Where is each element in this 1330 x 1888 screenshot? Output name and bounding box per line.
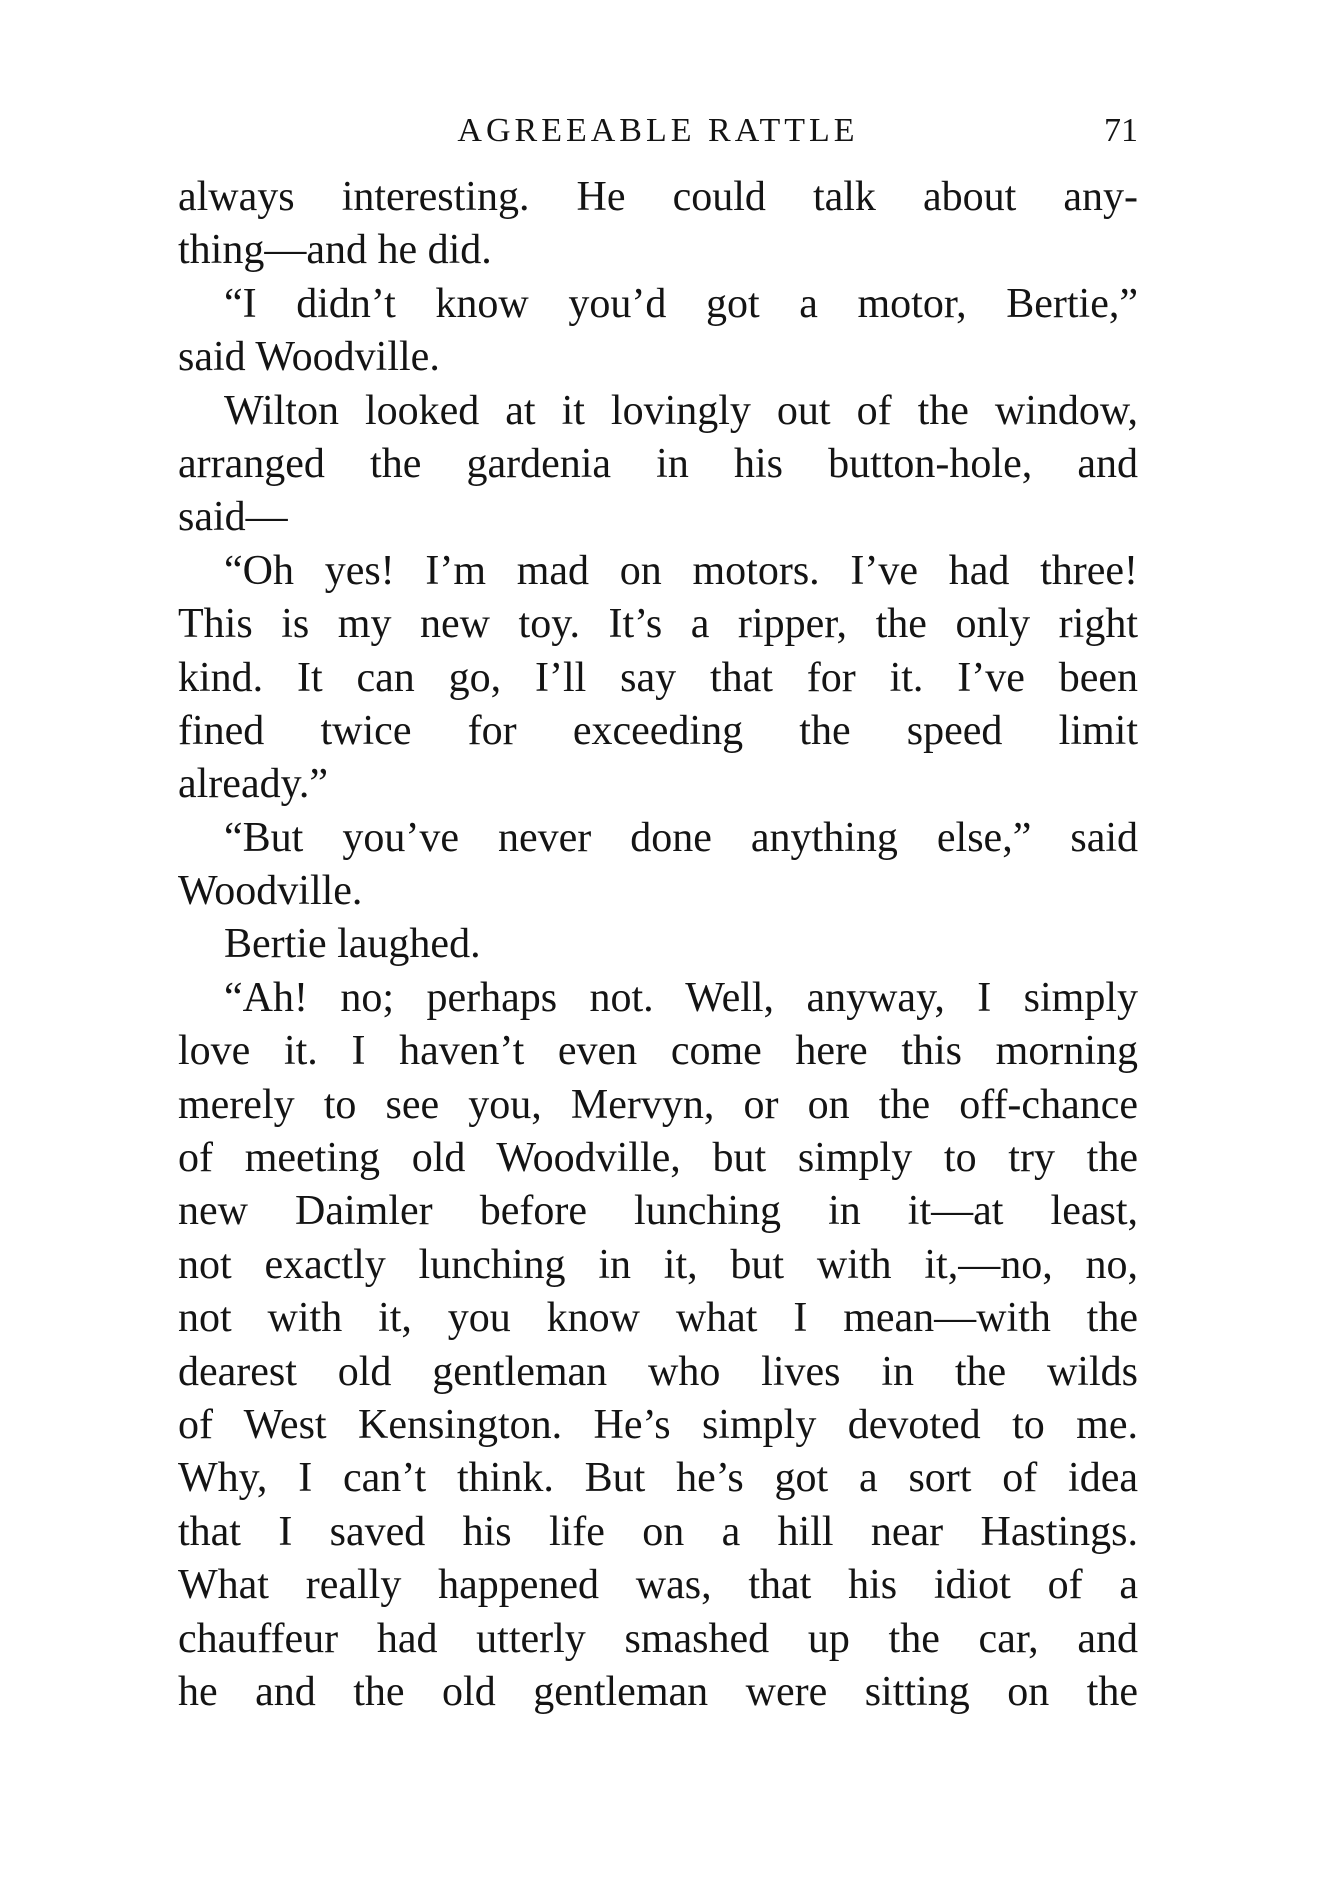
text-line: thing—and he did. xyxy=(178,227,492,274)
text-line: merely to see you, Mervyn, or on the off-chance xyxy=(178,1081,1138,1128)
text-line: already.” xyxy=(178,761,328,808)
body-text xyxy=(178,171,1138,1719)
text-line: always interesting. He could talk about any- xyxy=(178,174,1138,220)
text-line: said Woodville. xyxy=(178,334,440,381)
text-line: that I saved his life on a hill near Hastings. xyxy=(178,1508,1138,1555)
text-line: “Ah! no; perhaps not. Well, anyway, I simply xyxy=(224,974,1138,1021)
text-line: Woodville. xyxy=(178,868,363,915)
text-line: fined twice for exceeding the speed limit xyxy=(178,707,1138,754)
page-number: 71 xyxy=(1104,112,1138,149)
text-line: of meeting old Woodville, but simply to try the xyxy=(178,1135,1138,1182)
text-line: dearest old gentleman who lives in the wilds xyxy=(178,1348,1138,1395)
text-line: not exactly lunching in it, but with it,—no, no, xyxy=(178,1241,1138,1288)
text-line: said— xyxy=(178,494,288,541)
text-line: kind. It can go, I’ll say that for it. I’ve been xyxy=(178,654,1138,701)
text-line: What really happened was, that his idiot of a xyxy=(178,1562,1138,1609)
text-line: “I didn’t know you’d got a motor, Bertie,” xyxy=(224,280,1138,327)
text-line: This is my new toy. It’s a ripper, the only right xyxy=(178,601,1138,648)
text-line: Why, I can’t think. But he’s got a sort of idea xyxy=(178,1455,1138,1502)
text-line: chauffeur had utterly smashed up the car, and xyxy=(178,1615,1138,1662)
text-line: of West Kensington. He’s simply devoted to me. xyxy=(178,1401,1138,1448)
text-line: Bertie laughed. xyxy=(224,921,481,968)
running-title: AGREEABLE RATTLE xyxy=(457,112,859,149)
text-line: “Oh yes! I’m mad on motors. I’ve had three! xyxy=(224,547,1138,594)
text-line: new Daimler before lunching in it—at least, xyxy=(178,1188,1138,1235)
text-line: he and the old gentleman were sitting on the xyxy=(178,1668,1138,1715)
text-line: “But you’ve never done anything else,” said xyxy=(224,814,1138,861)
text-line: Wilton looked at it lovingly out of the window, xyxy=(224,387,1138,434)
text-line: not with it, you know what I mean—with the xyxy=(178,1295,1138,1342)
text-line: love it. I haven’t even come here this morning xyxy=(178,1028,1138,1075)
running-head xyxy=(178,106,1138,156)
text-line: arranged the gardenia in his button-hole, and xyxy=(178,440,1138,487)
